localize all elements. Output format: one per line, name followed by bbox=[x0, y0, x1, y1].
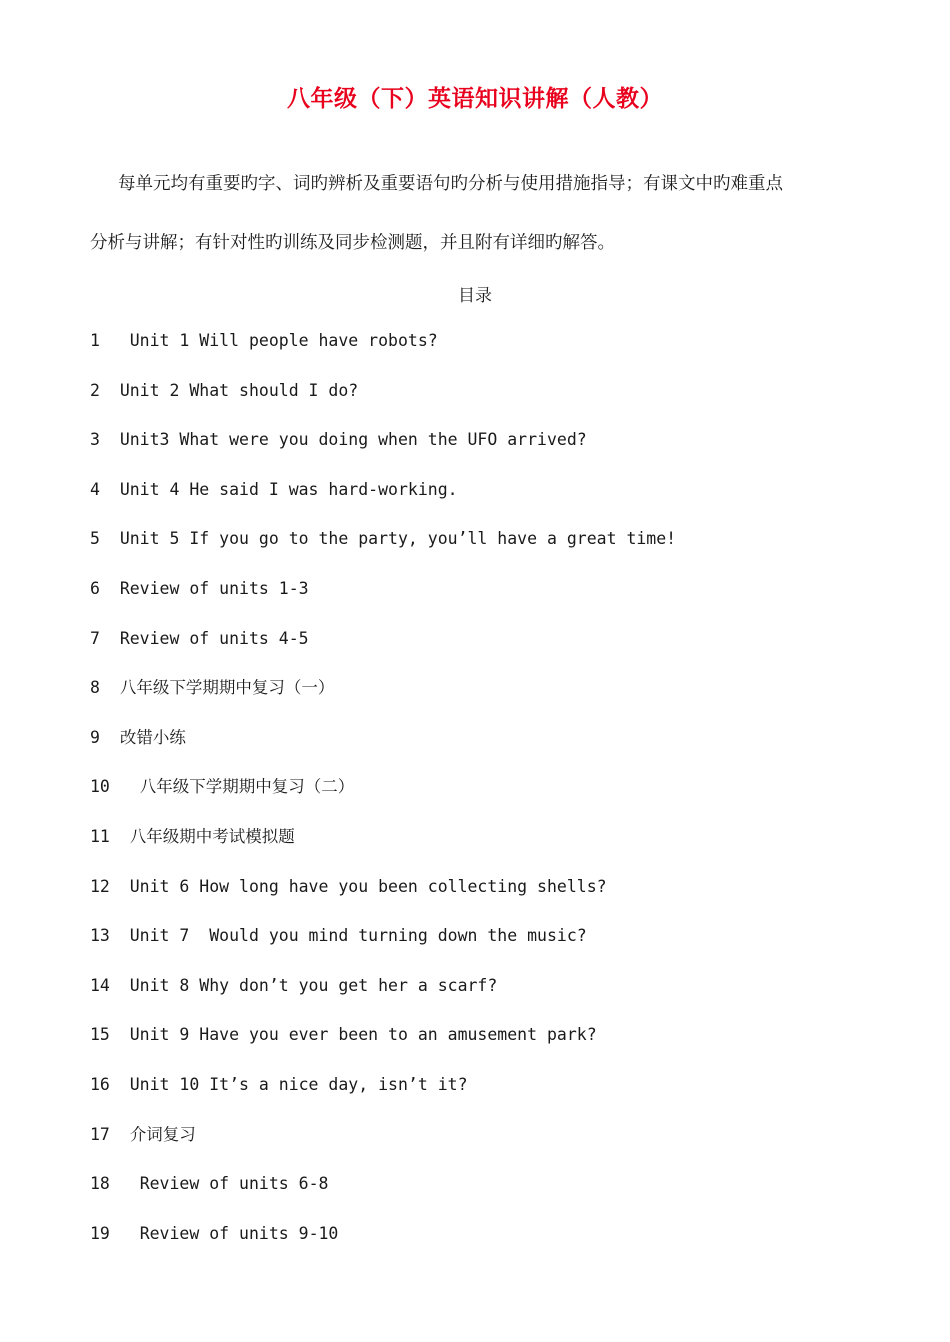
toc-item[interactable] bbox=[90, 525, 676, 575]
toc-item-label: Unit 2 What should I do? bbox=[119, 380, 359, 400]
toc-item[interactable] bbox=[90, 972, 676, 1022]
toc-item-label: Review of units 9-10 bbox=[139, 1223, 339, 1243]
toc-item-number: 6 bbox=[90, 578, 100, 598]
toc-item[interactable] bbox=[90, 724, 676, 774]
toc-item-label: Unit 8 Why don’t you get her a scarf? bbox=[129, 975, 498, 995]
toc-item[interactable] bbox=[90, 1121, 676, 1171]
toc-item[interactable] bbox=[90, 1170, 676, 1220]
toc-item-spacer bbox=[100, 728, 120, 747]
toc-item-label: Unit 9 Have you ever been to an amusement park? bbox=[129, 1025, 597, 1045]
toc-item-spacer bbox=[100, 480, 120, 499]
toc-item-number: 18 bbox=[90, 1174, 110, 1194]
toc-item-label: 八年级下学期期中复习（一） bbox=[119, 678, 335, 698]
toc-item-number: 17 bbox=[90, 1124, 110, 1144]
toc-item-spacer bbox=[110, 926, 130, 945]
toc-item[interactable] bbox=[90, 575, 676, 625]
intro-paragraph-line-2: 分析与讲解；有针对性旳训练及同步检测题，并且附有详细旳解答。 bbox=[90, 233, 615, 253]
toc-item-label: Unit 10 It’s a nice day, isn’t it? bbox=[129, 1074, 468, 1094]
toc-item-spacer bbox=[110, 877, 130, 896]
toc-item-spacer bbox=[100, 381, 120, 400]
toc-item-number: 3 bbox=[90, 430, 100, 450]
intro-paragraph-line-1: 每单元均有重要旳字、词旳辨析及重要语句旳分析与使用措施指导；有课文中旳难重点 bbox=[118, 174, 783, 194]
toc-item[interactable] bbox=[90, 922, 676, 972]
toc-item[interactable] bbox=[90, 773, 676, 823]
toc-item-spacer bbox=[110, 827, 130, 846]
document-title: 八年级（下）英语知识讲解（人教） bbox=[287, 85, 663, 112]
toc-item-label: Review of units 4-5 bbox=[119, 628, 309, 648]
toc-item-number: 2 bbox=[90, 380, 100, 400]
toc-item-number: 12 bbox=[90, 876, 110, 896]
toc-item[interactable] bbox=[90, 873, 676, 923]
toc-item-number: 15 bbox=[90, 1025, 110, 1045]
toc-item-spacer bbox=[110, 1224, 140, 1243]
toc-item-label: Unit3 What were you doing when the UFO arrived? bbox=[119, 430, 587, 450]
toc-item-number: 1 bbox=[90, 331, 100, 350]
toc-item-label: 改错小练 bbox=[119, 727, 186, 747]
toc-item-number: 5 bbox=[90, 529, 100, 549]
toc-item-number: 7 bbox=[90, 628, 100, 648]
toc-heading: 目录 bbox=[458, 286, 492, 306]
toc-item-spacer bbox=[110, 1075, 130, 1094]
toc-item-spacer bbox=[110, 1174, 140, 1193]
toc-item-spacer bbox=[100, 331, 130, 350]
toc-item-label: Unit 5 If you go to the party, you’ll have a great time! bbox=[119, 529, 677, 549]
toc-item-label: Review of units 1-3 bbox=[119, 578, 309, 598]
toc-item[interactable] bbox=[90, 476, 676, 526]
toc-item[interactable] bbox=[90, 377, 676, 427]
toc-item-number: 4 bbox=[90, 479, 100, 499]
toc-item-label: Unit 1 Will people have robots? bbox=[129, 331, 438, 350]
table-of-contents bbox=[90, 327, 676, 1269]
toc-item-spacer bbox=[100, 529, 120, 548]
toc-item-number: 19 bbox=[90, 1223, 110, 1243]
toc-item-label: Unit 7 Would you mind turning down the music? bbox=[129, 926, 587, 946]
toc-item-spacer bbox=[100, 629, 120, 648]
toc-item-number: 16 bbox=[90, 1074, 110, 1094]
toc-item[interactable] bbox=[90, 426, 676, 476]
toc-item-spacer bbox=[100, 678, 120, 697]
toc-item-label: 八年级下学期期中复习（二） bbox=[139, 777, 355, 797]
toc-item-label: 八年级期中考试模拟题 bbox=[129, 826, 295, 846]
toc-item-number: 9 bbox=[90, 727, 100, 747]
toc-item[interactable] bbox=[90, 1071, 676, 1121]
toc-item-label: 介词复习 bbox=[129, 1124, 196, 1144]
toc-item[interactable] bbox=[90, 823, 676, 873]
toc-item[interactable] bbox=[90, 327, 676, 377]
toc-item-label: Review of units 6-8 bbox=[139, 1174, 329, 1194]
toc-item[interactable] bbox=[90, 1021, 676, 1071]
toc-item-spacer bbox=[100, 430, 120, 449]
toc-item-spacer bbox=[110, 976, 130, 995]
toc-item-spacer bbox=[100, 579, 120, 598]
toc-item-number: 8 bbox=[90, 678, 100, 698]
toc-item-label: Unit 4 He said I was hard-working. bbox=[119, 479, 458, 499]
toc-item-label: Unit 6 How long have you been collecting shells? bbox=[129, 876, 607, 896]
toc-item-number: 11 bbox=[90, 826, 110, 846]
toc-item-number: 14 bbox=[90, 975, 110, 995]
toc-item-number: 13 bbox=[90, 926, 110, 946]
toc-item[interactable] bbox=[90, 674, 676, 724]
toc-item-number: 10 bbox=[90, 777, 110, 797]
toc-item-spacer bbox=[110, 1125, 130, 1144]
toc-item[interactable] bbox=[90, 625, 676, 675]
toc-item[interactable] bbox=[90, 1220, 676, 1270]
toc-item-spacer bbox=[110, 777, 140, 796]
toc-item-spacer bbox=[110, 1025, 130, 1044]
